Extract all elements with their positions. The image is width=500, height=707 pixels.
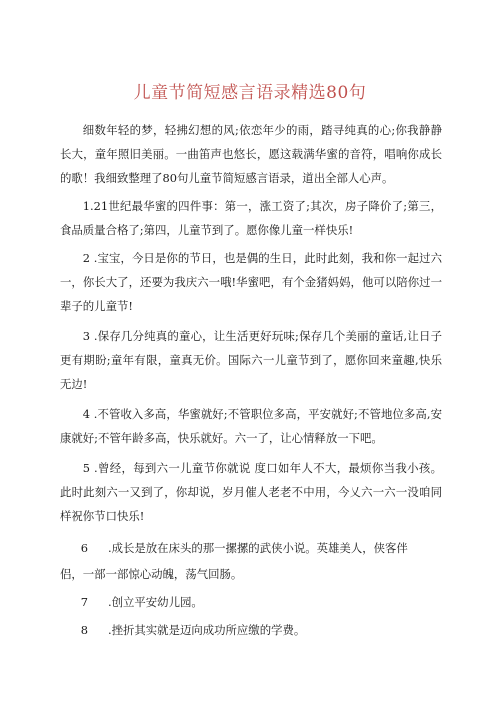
list-item-6-continued xyxy=(60,562,442,586)
intro-paragraph: 细数年轻的梦，轻拂幻想的风;依恋年少的雨，踏寻纯真的心;你我静静长大，童年照旧美丽。一曲笛声也悠长，愿这载满华蜜的音符，唱响你成长的歌！我细致整理了80句儿童节简短感言语录，道出全部人心声。 xyxy=(60,123,442,185)
list-item-7-text: .创立平安幼儿园。 xyxy=(108,595,203,609)
list-item-4: 4 .不管收入多高，华蜜就好;不管职位多高，平安就好;不管地位多高,安康就好;不管年龄多高，快乐就好。六一了，让心情释放一下吧。 xyxy=(60,407,442,445)
list-item-8-text: .挫折其实就是迈向成功所应缴的学费。 xyxy=(108,623,306,637)
list-item-2: 2 .宝宝，今日是你的节日，也是偶的生日，此时此刻，我和你一起过六一，你长大了，还要为我庆六一哦!华蜜吧，有个金猪妈妈，他可以陪你过一辈子的儿童节! xyxy=(60,251,442,313)
list-item-8-number: 8 xyxy=(80,623,88,637)
list-item-1: 1.21世纪最华蜜的四件事：第一，涨工资了;其次，房子降价了;第三，食品质量合格了;第四，儿童节到了。愿你像儿童一样快乐! xyxy=(60,199,442,237)
list-item-8 xyxy=(60,618,442,642)
list-item-7-number: 7 xyxy=(80,595,88,609)
document-title: 儿童节简短感言语录精选80句 xyxy=(133,83,367,103)
list-item-6-number: 6 xyxy=(80,541,88,555)
list-item-3: 3 .保存几分纯真的童心，让生活更好玩味;保存几个美丽的童话,让日子更有期盼;童年有限，童真无价。国际六一儿童节到了，愿你回来童趣,快乐无边! xyxy=(60,329,442,391)
list-item-6-continued-text: 侣，一部一部惊心动魄，荡气回肠。 xyxy=(60,567,243,581)
list-item-6 xyxy=(60,536,442,560)
list-item-7 xyxy=(60,590,442,614)
list-item-6-text: .成长是放在床头的那一摞摞的武侠小说。英雄美人，侠客伴 xyxy=(108,541,408,555)
list-item-5: 5 .曾经，每到六一儿童节你就说 度口如年人不大，最烦你当我小孩。此时此刻六一又到了，你却说，岁月催人老老不中用，今乂六一六一没咱同样祝你节口快乐! xyxy=(60,461,442,523)
